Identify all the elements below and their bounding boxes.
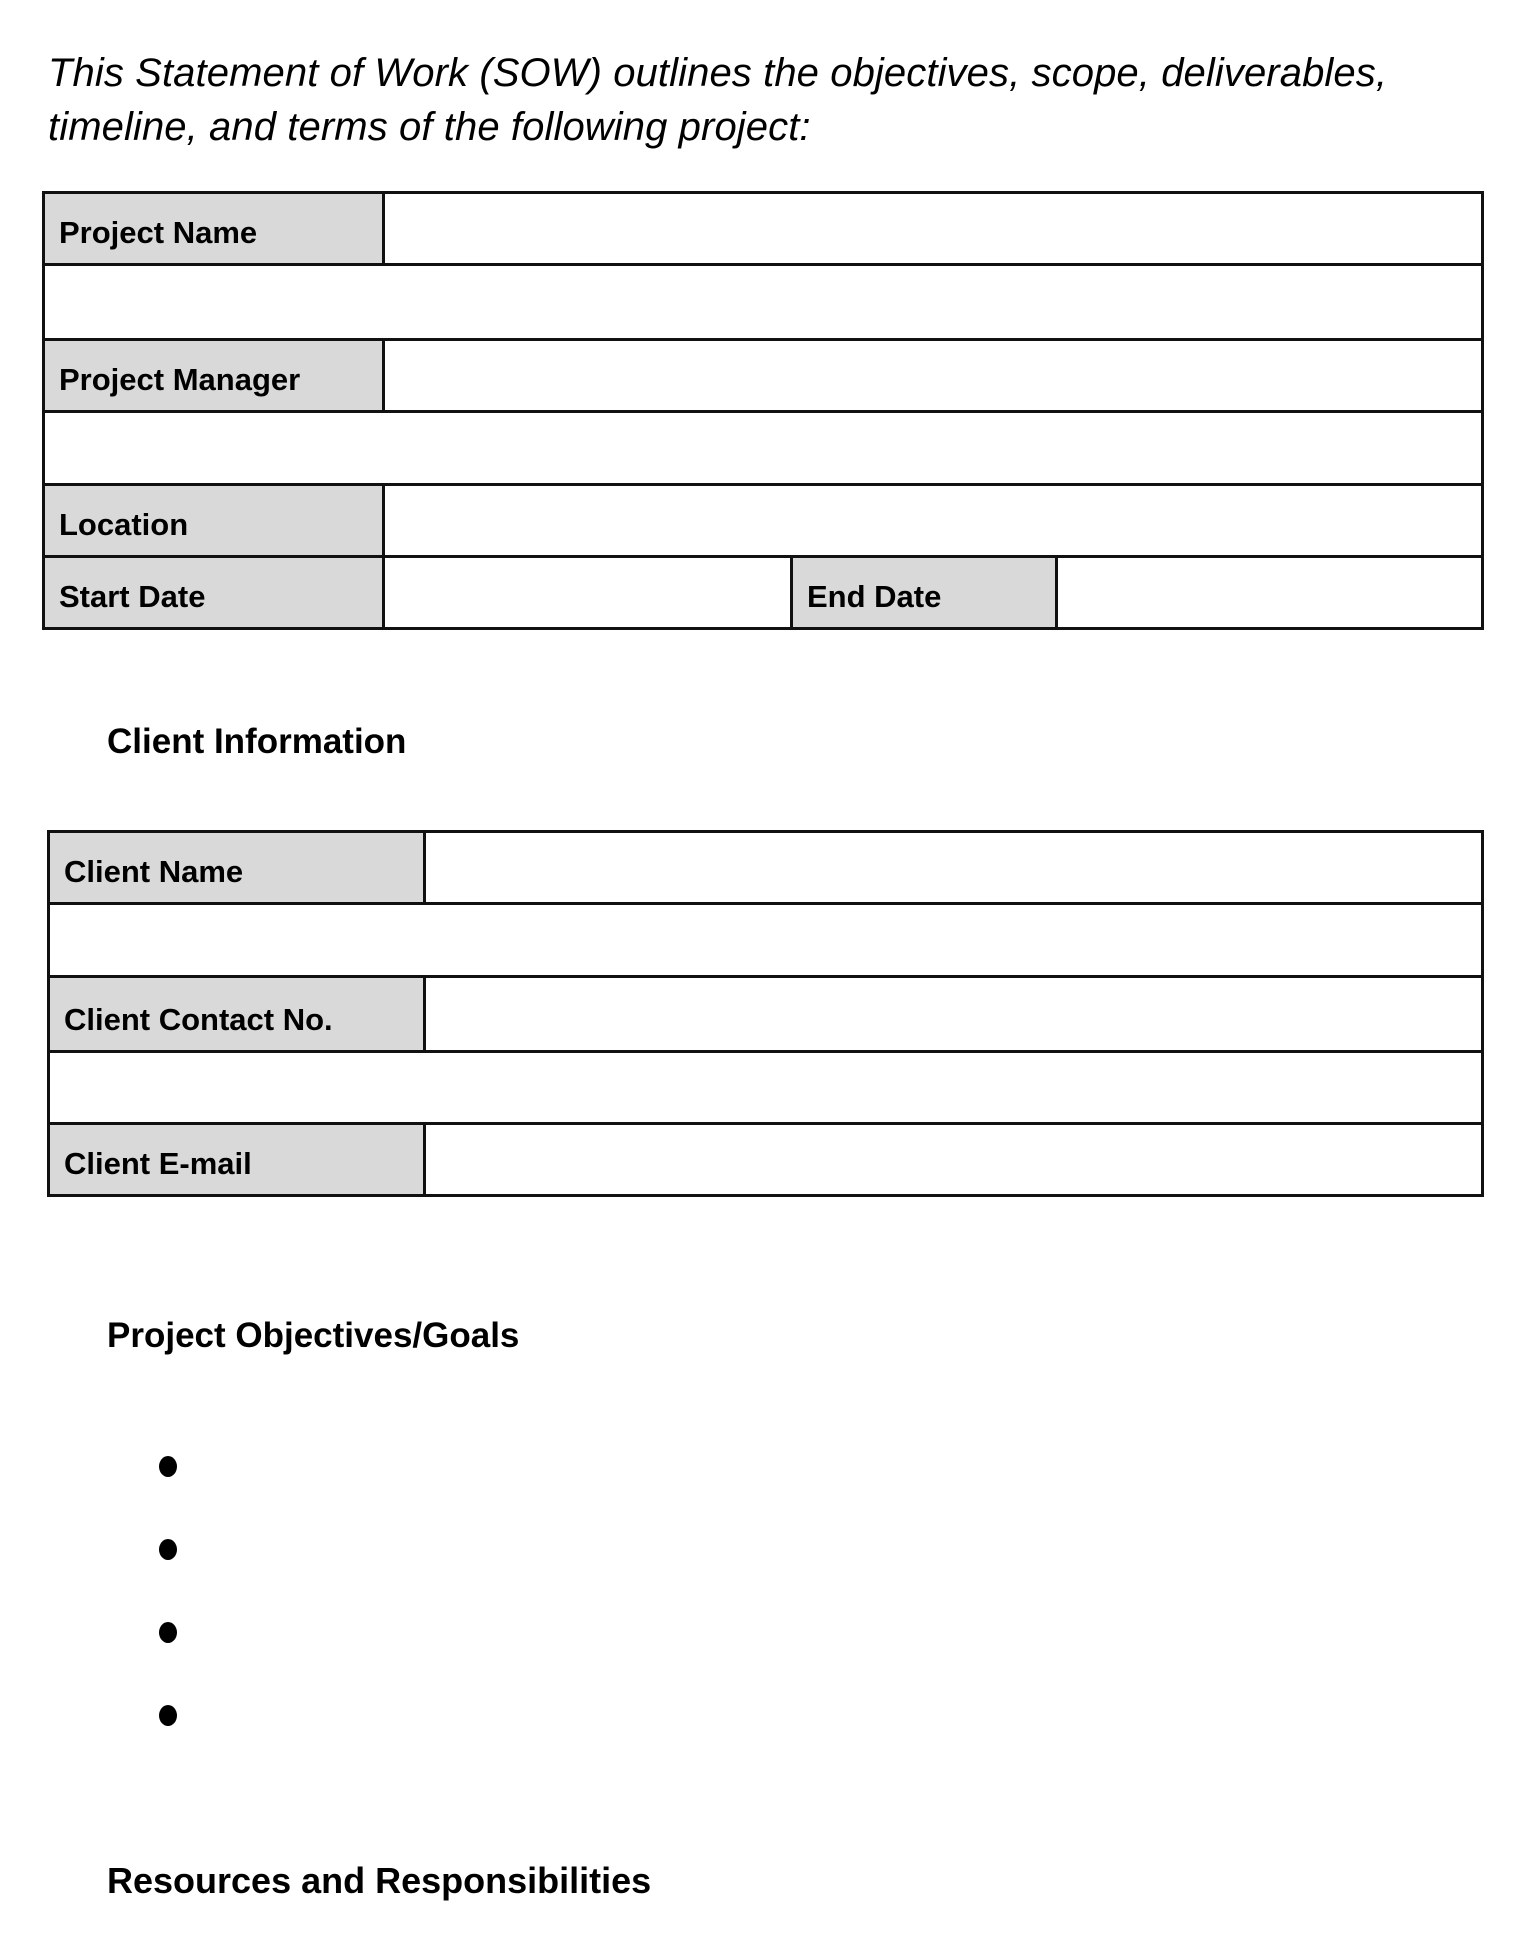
intro-paragraph	[48, 46, 1488, 154]
project-manager-field[interactable]	[384, 340, 1483, 412]
table-row	[44, 193, 1483, 265]
client-email-label: Client E-mail	[49, 1124, 425, 1196]
bullet-icon	[159, 1539, 177, 1560]
bullet-icon	[159, 1622, 177, 1643]
table-row	[49, 1124, 1483, 1196]
table-row	[44, 485, 1483, 557]
client-name-label: Client Name	[49, 832, 425, 904]
resources-heading: Resources and Responsibilities	[107, 1860, 652, 1901]
project-objectives-heading: Project Objectives/Goals	[107, 1316, 520, 1355]
end-date-field[interactable]	[1057, 557, 1483, 629]
start-date-field[interactable]	[384, 557, 792, 629]
project-details-table	[42, 191, 1484, 630]
location-label: Location	[44, 485, 384, 557]
table-row	[44, 557, 1483, 629]
project-name-label: Project Name	[44, 193, 384, 265]
client-name-field[interactable]	[425, 832, 1483, 904]
client-information-heading: Client Information	[107, 722, 407, 761]
client-email-field[interactable]	[425, 1124, 1483, 1196]
bullet-icon	[159, 1456, 177, 1477]
table-row	[49, 832, 1483, 904]
bullet-icon	[159, 1705, 177, 1726]
location-field[interactable]	[384, 485, 1483, 557]
table-row	[44, 412, 1483, 485]
project-name-extra-field[interactable]	[44, 265, 1483, 340]
client-contact-label: Client Contact No.	[49, 977, 425, 1052]
table-row	[49, 977, 1483, 1052]
end-date-label: End Date	[792, 557, 1057, 629]
table-row	[44, 265, 1483, 340]
client-information-table	[47, 830, 1484, 1197]
client-contact-field[interactable]	[425, 977, 1483, 1052]
intro-line-2: timeline, and terms of the following project:	[48, 105, 811, 149]
client-name-extra-field[interactable]	[49, 904, 1483, 977]
client-contact-extra-field[interactable]	[49, 1052, 1483, 1124]
project-manager-extra-field[interactable]	[44, 412, 1483, 485]
start-date-label: Start Date	[44, 557, 384, 629]
intro-line-1: This Statement of Work (SOW) outlines the objectives, scope, deliverables,	[48, 51, 1388, 95]
project-name-field[interactable]	[384, 193, 1483, 265]
table-row	[44, 340, 1483, 412]
project-manager-label: Project Manager	[44, 340, 384, 412]
table-row	[49, 904, 1483, 977]
table-row	[49, 1052, 1483, 1124]
